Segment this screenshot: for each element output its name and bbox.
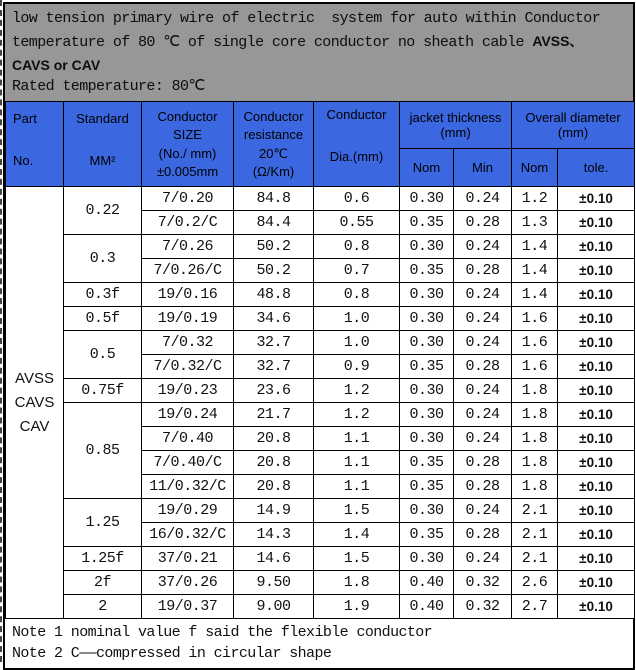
- jacket-nom-cell: 0.30: [400, 283, 454, 307]
- overall-nom-cell: 2.1: [512, 499, 558, 523]
- size-cell: 37/0.21: [142, 547, 234, 571]
- jacket-nom-cell: 0.35: [400, 451, 454, 475]
- overall-nom-cell: 1.2: [512, 187, 558, 211]
- standard-cell: 0.5: [64, 331, 142, 379]
- jacket-min-cell: 0.28: [454, 355, 512, 379]
- header-overall-diameter: Overall diameter (mm): [512, 102, 635, 149]
- dia-cell: 0.8: [314, 283, 400, 307]
- dia-cell: 0.8: [314, 235, 400, 259]
- size-cell: 7/0.32/C: [142, 355, 234, 379]
- intro-line-2: [12, 30, 633, 54]
- resistance-cell: 23.6: [234, 379, 314, 403]
- standard-cell: 0.3: [64, 235, 142, 283]
- cable-type-text: AVSS、: [532, 33, 584, 49]
- header-jacket-thickness: jacket thickness (mm): [400, 102, 512, 149]
- jacket-nom-cell: 0.30: [400, 187, 454, 211]
- jacket-nom-cell: 0.30: [400, 427, 454, 451]
- jacket-min-cell: 0.24: [454, 235, 512, 259]
- overall-tol-cell: ±0.10: [558, 427, 635, 451]
- part-label-line: CAVS: [14, 393, 55, 411]
- resistance-cell: 14.6: [234, 547, 314, 571]
- overall-nom-cell: 1.6: [512, 355, 558, 379]
- standard-cell: 0.3f: [64, 283, 142, 307]
- dia-cell: 0.55: [314, 211, 400, 235]
- jacket-nom-cell: 0.30: [400, 379, 454, 403]
- resistance-cell: 50.2: [234, 259, 314, 283]
- size-cell: 7/0.20: [142, 187, 234, 211]
- table-row: [6, 379, 635, 403]
- jacket-nom-cell: 0.35: [400, 259, 454, 283]
- size-cell: 7/0.40/C: [142, 451, 234, 475]
- resistance-cell: 50.2: [234, 235, 314, 259]
- overall-tol-cell: ±0.10: [558, 379, 635, 403]
- overall-tol-cell: ±0.10: [558, 355, 635, 379]
- header-mm2-label: MM²: [89, 153, 116, 168]
- dia-cell: 1.5: [314, 547, 400, 571]
- dia-cell: 1.4: [314, 523, 400, 547]
- overall-tol-cell: ±0.10: [558, 499, 635, 523]
- resistance-cell: 21.7: [234, 403, 314, 427]
- table-row: [6, 307, 635, 331]
- notes-block: [5, 619, 633, 668]
- jacket-min-cell: 0.24: [454, 547, 512, 571]
- dia-cell: 1.1: [314, 451, 400, 475]
- jacket-nom-cell: 0.30: [400, 547, 454, 571]
- header-part-no: [6, 102, 64, 187]
- overall-tol-cell: ±0.10: [558, 403, 635, 427]
- dia-cell: 1.2: [314, 403, 400, 427]
- standard-cell: 1.25: [64, 499, 142, 547]
- header-no-label: No.: [13, 153, 34, 168]
- overall-nom-cell: 1.3: [512, 211, 558, 235]
- header-jacket-nom: Nom: [400, 149, 454, 187]
- size-cell: 11/0.32/C: [142, 475, 234, 499]
- jacket-min-cell: 0.28: [454, 523, 512, 547]
- overall-tol-cell: ±0.10: [558, 307, 635, 331]
- jacket-min-cell: 0.24: [454, 403, 512, 427]
- overall-nom-cell: 1.4: [512, 235, 558, 259]
- overall-nom-cell: 2.7: [512, 595, 558, 619]
- jacket-min-cell: 0.32: [454, 571, 512, 595]
- jacket-nom-cell: 0.30: [400, 235, 454, 259]
- size-cell: 19/0.24: [142, 403, 234, 427]
- overall-tol-cell: ±0.10: [558, 259, 635, 283]
- jacket-nom-cell: 0.35: [400, 475, 454, 499]
- table-row: [6, 331, 635, 355]
- jacket-nom-cell: 0.30: [400, 403, 454, 427]
- intro-line-1: low tension primary wire of electric system for auto within Conductor: [12, 10, 601, 27]
- spec-table-header: [6, 102, 635, 187]
- table-row: [6, 571, 635, 595]
- size-cell: 19/0.16: [142, 283, 234, 307]
- header-conductor-resistance: Conductor resistance 20℃ (Ω/Km): [234, 102, 314, 187]
- dia-cell: 0.7: [314, 259, 400, 283]
- jacket-nom-cell: 0.30: [400, 331, 454, 355]
- spec-table: [5, 101, 635, 619]
- overall-nom-cell: 1.8: [512, 427, 558, 451]
- size-cell: 19/0.37: [142, 595, 234, 619]
- rated-temperature-line: Rated temperature: 80℃: [12, 78, 205, 95]
- standard-cell: 0.85: [64, 403, 142, 499]
- jacket-nom-cell: 0.35: [400, 523, 454, 547]
- resistance-cell: 20.8: [234, 475, 314, 499]
- jacket-nom-cell: 0.40: [400, 571, 454, 595]
- spec-sheet-page: [3, 2, 635, 670]
- size-cell: 7/0.26/C: [142, 259, 234, 283]
- overall-tol-cell: ±0.10: [558, 475, 635, 499]
- header-overall-tole: tole.: [558, 149, 635, 187]
- jacket-min-cell: 0.28: [454, 259, 512, 283]
- dia-cell: 1.0: [314, 331, 400, 355]
- jacket-min-cell: 0.28: [454, 451, 512, 475]
- header-standard: [64, 102, 142, 187]
- size-cell: 19/0.23: [142, 379, 234, 403]
- standard-cell: 0.5f: [64, 307, 142, 331]
- spec-table-body: [6, 187, 635, 619]
- overall-nom-cell: 2.6: [512, 571, 558, 595]
- jacket-min-cell: 0.28: [454, 211, 512, 235]
- standard-cell: 1.25f: [64, 547, 142, 571]
- overall-nom-cell: 1.4: [512, 283, 558, 307]
- overall-nom-cell: 2.1: [512, 523, 558, 547]
- overall-tol-cell: ±0.10: [558, 571, 635, 595]
- dia-cell: 1.2: [314, 379, 400, 403]
- page-scan-edge: [0, 0, 2, 662]
- overall-tol-cell: ±0.10: [558, 211, 635, 235]
- overall-tol-cell: ±0.10: [558, 187, 635, 211]
- jacket-min-cell: 0.24: [454, 187, 512, 211]
- jacket-min-cell: 0.24: [454, 283, 512, 307]
- jacket-min-cell: 0.24: [454, 379, 512, 403]
- dia-cell: 0.6: [314, 187, 400, 211]
- note-2: Note 2 C——compressed in circular shape: [12, 645, 332, 662]
- standard-cell: 0.75f: [64, 379, 142, 403]
- standard-cell: 0.22: [64, 187, 142, 235]
- dia-cell: 1.9: [314, 595, 400, 619]
- intro-line-3: CAVS or CAV: [12, 57, 101, 73]
- resistance-cell: 14.9: [234, 499, 314, 523]
- overall-tol-cell: ±0.10: [558, 547, 635, 571]
- intro-block: [5, 4, 633, 101]
- resistance-cell: 32.7: [234, 355, 314, 379]
- part-label-line: CAV: [19, 417, 50, 435]
- size-cell: 37/0.26: [142, 571, 234, 595]
- dia-cell: 1.5: [314, 499, 400, 523]
- jacket-min-cell: 0.24: [454, 331, 512, 355]
- jacket-min-cell: 0.24: [454, 307, 512, 331]
- size-cell: 16/0.32/C: [142, 523, 234, 547]
- header-conductor-size: Conductor SIZE (No./ mm) ±0.005mm: [142, 102, 234, 187]
- table-row: [6, 499, 635, 523]
- resistance-cell: 14.3: [234, 523, 314, 547]
- overall-nom-cell: 2.1: [512, 547, 558, 571]
- jacket-nom-cell: 0.30: [400, 307, 454, 331]
- jacket-min-cell: 0.24: [454, 427, 512, 451]
- note-1: Note 1 nominal value f said the flexible conductor: [12, 624, 433, 641]
- overall-nom-cell: 1.6: [512, 307, 558, 331]
- jacket-nom-cell: 0.35: [400, 355, 454, 379]
- dia-cell: 1.8: [314, 571, 400, 595]
- table-row: [6, 403, 635, 427]
- resistance-cell: 84.8: [234, 187, 314, 211]
- table-row: [6, 235, 635, 259]
- size-cell: 7/0.2/C: [142, 211, 234, 235]
- overall-nom-cell: 1.6: [512, 331, 558, 355]
- intro-line-2-text: temperature of 80 ℃ of single core conductor no sheath cable: [12, 34, 533, 51]
- header-part-label: Part: [13, 111, 37, 126]
- jacket-min-cell: 0.32: [454, 595, 512, 619]
- size-cell: 19/0.29: [142, 499, 234, 523]
- jacket-nom-cell: 0.35: [400, 211, 454, 235]
- table-row: [6, 595, 635, 619]
- table-row: [6, 283, 635, 307]
- header-overall-nom: Nom: [512, 149, 558, 187]
- size-cell: 19/0.19: [142, 307, 234, 331]
- resistance-cell: 32.7: [234, 331, 314, 355]
- overall-nom-cell: 1.8: [512, 451, 558, 475]
- standard-cell: 2: [64, 595, 142, 619]
- header-conductor-dia: Conductor Dia.(mm): [314, 102, 400, 187]
- resistance-cell: 34.6: [234, 307, 314, 331]
- jacket-nom-cell: 0.30: [400, 499, 454, 523]
- resistance-cell: 9.50: [234, 571, 314, 595]
- part-label-line: AVSS: [15, 369, 54, 387]
- resistance-cell: 20.8: [234, 451, 314, 475]
- resistance-cell: 84.4: [234, 211, 314, 235]
- table-row: [6, 187, 635, 211]
- overall-tol-cell: ±0.10: [558, 595, 635, 619]
- overall-tol-cell: ±0.10: [558, 331, 635, 355]
- overall-tol-cell: ±0.10: [558, 523, 635, 547]
- jacket-min-cell: 0.28: [454, 475, 512, 499]
- resistance-cell: 48.8: [234, 283, 314, 307]
- overall-nom-cell: 1.8: [512, 475, 558, 499]
- header-jacket-min: Min: [454, 149, 512, 187]
- part-no-cell: [6, 187, 64, 619]
- size-cell: 7/0.40: [142, 427, 234, 451]
- overall-nom-cell: 1.4: [512, 259, 558, 283]
- standard-cell: 2f: [64, 571, 142, 595]
- size-cell: 7/0.32: [142, 331, 234, 355]
- resistance-cell: 9.00: [234, 595, 314, 619]
- size-cell: 7/0.26: [142, 235, 234, 259]
- overall-tol-cell: ±0.10: [558, 283, 635, 307]
- overall-tol-cell: ±0.10: [558, 235, 635, 259]
- dia-cell: 1.0: [314, 307, 400, 331]
- dia-cell: 1.1: [314, 427, 400, 451]
- overall-nom-cell: 1.8: [512, 379, 558, 403]
- jacket-nom-cell: 0.40: [400, 595, 454, 619]
- header-standard-label: Standard: [76, 111, 129, 126]
- dia-cell: 0.9: [314, 355, 400, 379]
- table-row: [6, 547, 635, 571]
- overall-nom-cell: 1.8: [512, 403, 558, 427]
- overall-tol-cell: ±0.10: [558, 451, 635, 475]
- resistance-cell: 20.8: [234, 427, 314, 451]
- dia-cell: 1.1: [314, 475, 400, 499]
- jacket-min-cell: 0.24: [454, 499, 512, 523]
